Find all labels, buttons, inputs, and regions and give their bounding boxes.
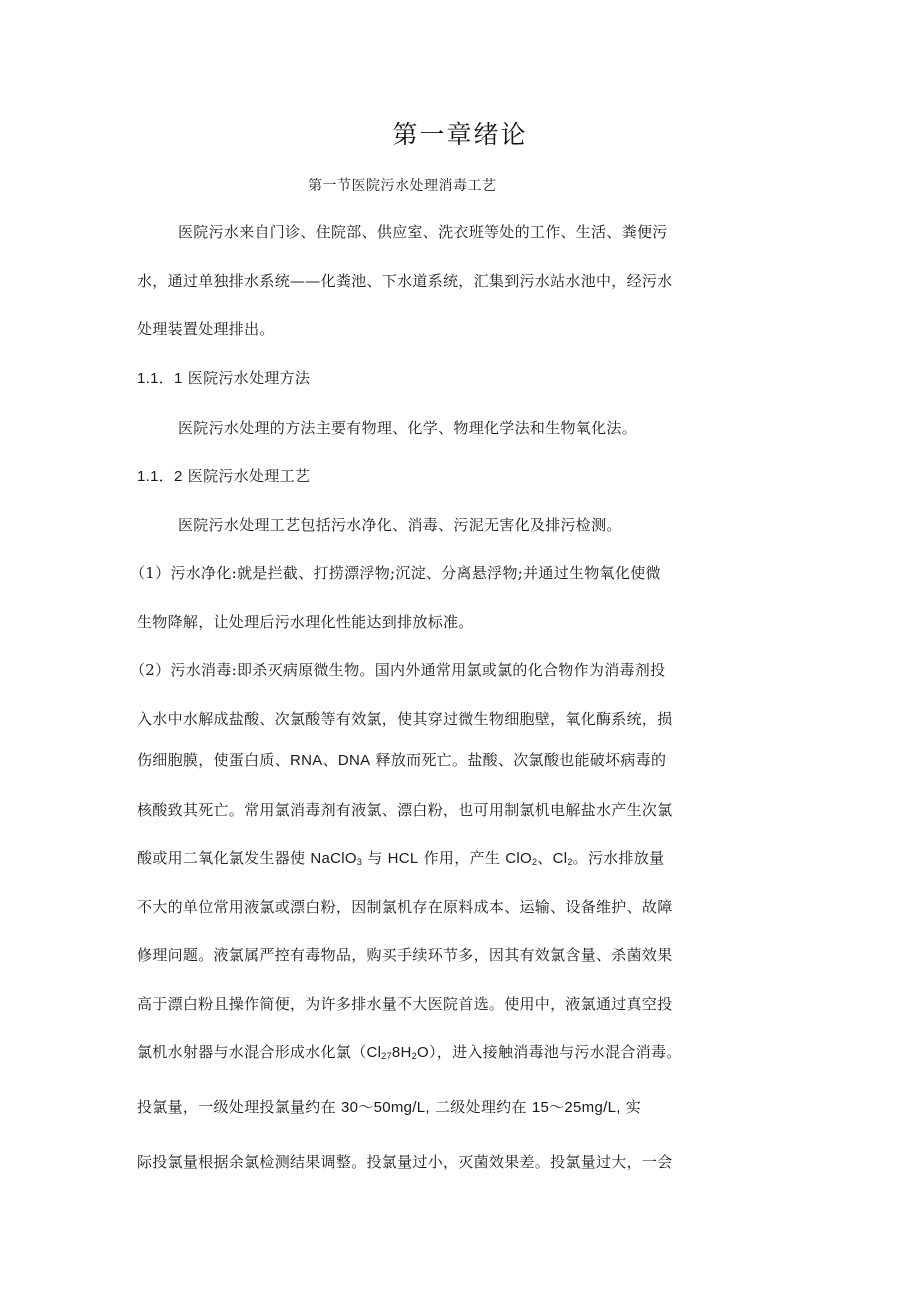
item-2-line-3 (137, 750, 666, 771)
subsection-body-1: 医院污水处理的方法主要有物理、化学、物理化学法和生物氧化法。 (178, 419, 638, 437)
item-2-line-9-a: 氯机水射器与水混合形成水化氯（ (137, 1043, 367, 1061)
item-2-line-8: 高于漂白粉且操作简便，为许多排水量不大医院首选。使用中，液氯通过真空投 (137, 995, 673, 1013)
item-2-line-6: 不大的单位常用液氯或漂白粉，因制氯机存在原料成本、运输、设备维护、故障 (137, 898, 673, 916)
subsection-number-1: 1.1．1 (137, 370, 183, 387)
item-2-line-9-b: ），进入接触消毒池与污水混合消毒。 (428, 1043, 682, 1061)
dose-secondary: 15〜25mg/L, (531, 1099, 621, 1116)
intro-line-3: 处理装置处理排出。 (137, 320, 275, 338)
cl2-formula: $Cl_2$ (552, 850, 573, 867)
hcl-formula: HCL (387, 850, 419, 867)
item-2-line-9 (137, 1042, 682, 1063)
item-1-text-1: 污水净化:就是拦截、打捞漂浮物;沉淀、分离悬浮物;并通过生物氧化使微 (170, 564, 661, 582)
item-2-line-2: 入水中水解成盐酸、次氯酸等有效氯，使其穿过微生物细胞壁，氧化酶系统，损 (137, 710, 673, 728)
intro-line-1: 医院污水来自门诊、住院部、供应室、洗衣班等处的工作、生活、粪便污 (178, 223, 668, 241)
subsection-title-2: 医院污水处理工艺 (187, 467, 311, 485)
chapter-title: 第一章绪论 (392, 120, 528, 149)
section-title: 第一节医院污水处理消毒工艺 (308, 178, 497, 194)
item-2-line-10-c: 实 (620, 1098, 642, 1116)
rna-term: RNA (290, 752, 323, 769)
item-2-line-5-c: 作用，产生 (418, 849, 506, 867)
intro-line-2: 水，通过单独排水系统——化粪池、下水道系统，汇集到污水站水池中，经污水 (137, 272, 673, 290)
item-2-line-11: 际投氯量根据余氯检测结果调整。投氯量过小，灭菌效果差。投氯量过大，一会 (137, 1153, 673, 1171)
subsection-title-1: 医院污水处理方法 (187, 369, 311, 387)
subsection-heading-1 (137, 368, 310, 389)
subsection-body-2: 医院污水处理工艺包括污水净化、消毒、污泥无害化及排污检测。 (178, 516, 622, 534)
item-2-line-5-e: 。污水排放量 (572, 849, 665, 867)
item-2-line-3-b: 、 (322, 751, 338, 769)
item-1-marker: （1） (130, 564, 171, 582)
item-2-line-4: 核酸致其死亡。常用氯消毒剂有液氯、漂白粉，也可用制氯机电解盐水产生次氯 (137, 801, 673, 819)
dna-term: DNA (337, 752, 371, 769)
item-2-line-5 (137, 848, 664, 869)
item-1-line-2: 生物降解，让处理后污水理化性能达到排放标准。 (137, 613, 474, 631)
item-2-line-10 (137, 1097, 641, 1118)
hydrated-chlorine-formula: $Cl_{27}8H_2O$ (366, 1044, 429, 1061)
item-2-line-1 (130, 660, 665, 680)
item-2-line-10-b: 二级处理约在 (429, 1098, 532, 1116)
naclo-formula: NaClO$_3$ (310, 850, 363, 867)
item-2-marker: （2） (130, 661, 171, 679)
item-2-line-5-b: 与 (362, 849, 388, 867)
item-2-line-3-c: 释放而死亡。盐酸、次氯酸也能破坏病毒的 (370, 751, 667, 769)
dose-primary: 30〜50mg/L, (340, 1099, 430, 1116)
item-2-line-3-a: 伤细胞膜，使蛋白质、 (137, 751, 291, 769)
item-2-line-10-a: 投氯量，一级处理投氯量约在 (137, 1098, 341, 1116)
item-2-line-5-d: 、 (537, 849, 553, 867)
item-1-line-1 (130, 563, 661, 583)
subsection-number-2: 1.1．2 (137, 468, 183, 485)
clo2-formula: ClO$_2$ (505, 850, 538, 867)
item-2-line-7: 修理问题。液氯属严控有毒物品，购买手续环节多，因其有效氯含量、杀菌效果 (137, 946, 673, 964)
item-2-text-1: 污水消毒:即杀灭病原微生物。国内外通常用氯或氯的化合物作为消毒剂投 (170, 661, 666, 679)
item-2-line-5-a: 酸或用二氧化氯发生器使 (137, 849, 311, 867)
subsection-heading-2 (137, 466, 310, 487)
